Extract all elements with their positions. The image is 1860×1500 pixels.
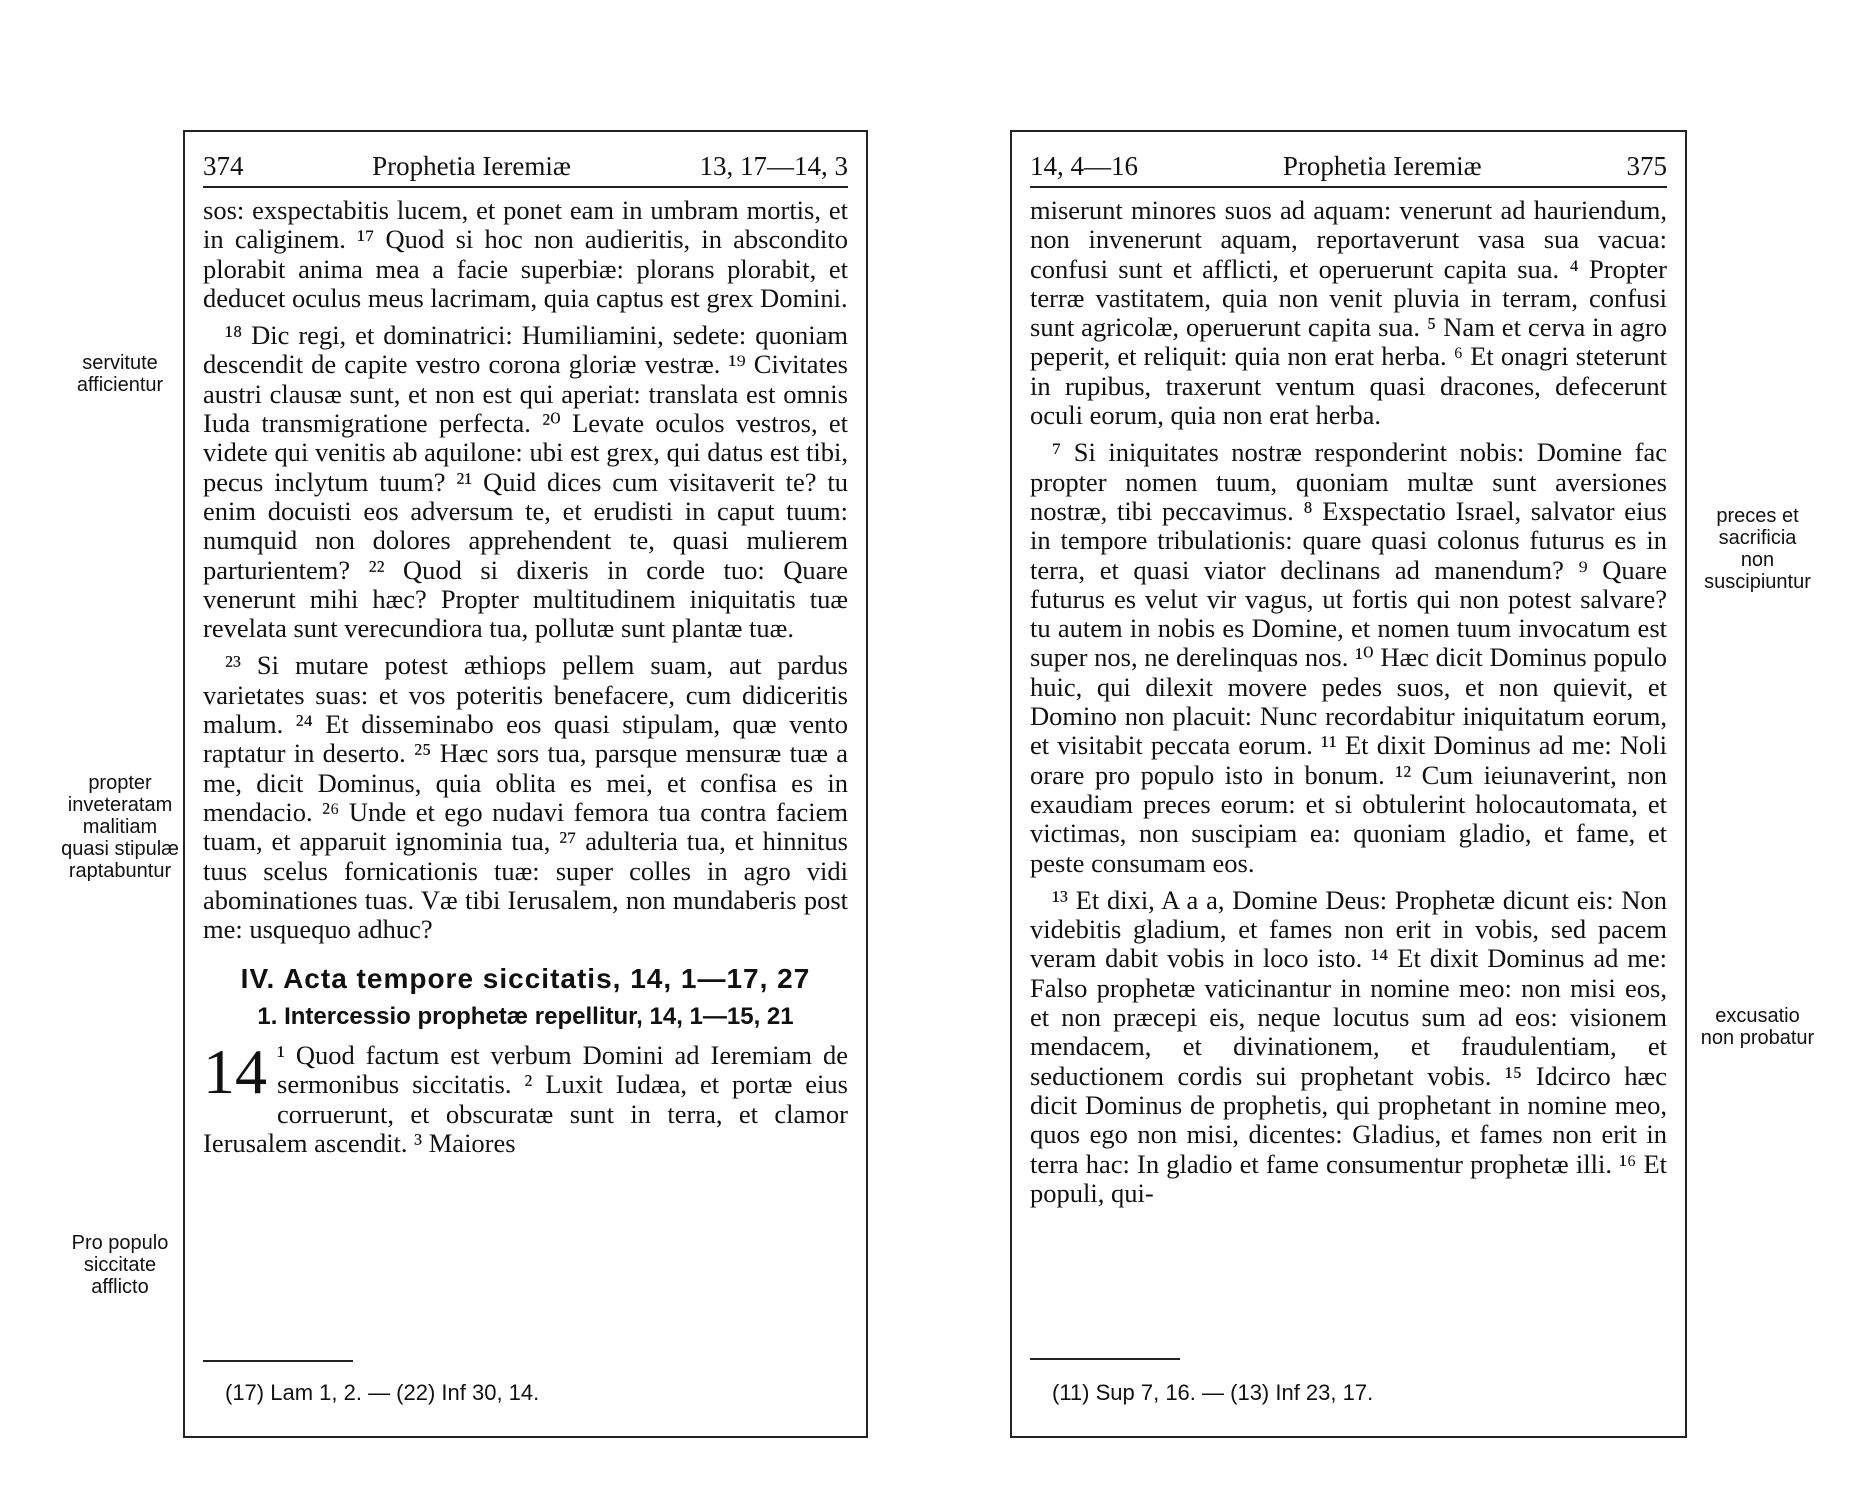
left-chapter-reference: 13, 17—14, 3 [699, 150, 848, 181]
left-footnote: (17) Lam 1, 2. — (22) Inf 30, 14. [225, 1380, 540, 1405]
left-page-number: 374 [203, 150, 244, 181]
left-running-head [203, 146, 848, 188]
right-paragraph-3: ¹³ Et dixi, A a a, Domine Deus: Prophetæ dicunt eis: Non videbitis gladium, et fames non erit in vobis, sed pacem veram dabit vobis in loco isto. ¹⁴ Et dixit Dominus ad me: Falso prophetæ vaticinantur in nomine meo: non misi eos, et non præcepi eis, neque locutus sum ad eos: visionem mendacem, et divinationem, et fraudulentiam, et seductionem cordis sui prophetant vobis. ¹⁵ Idcirco hæc dicit Dominus de prophetis, qui prophetant in nomine meo, quos ego non misi, dicentes: Gladius, et fames non erit in terra hac: In gladio et fame consumentur prophetæ illi. ¹⁶ Et populi, qui- [1030, 884, 1667, 1208]
chapter-opening [203, 1036, 848, 1158]
chapter-number: 14 [203, 1036, 267, 1108]
left-running-title: Prophetia Ieremiæ [372, 150, 571, 181]
left-body-text [203, 196, 848, 1158]
left-margin-note-3: Pro populo siccitate afflicto [71, 1232, 169, 1298]
right-paragraph-2: ⁷ Si iniquitates nostræ responderint nobis: Domine fac propter nomen tuum, quoniam multæ sunt aversiones nostræ, tibi peccavimus. ⁸ Exspectatio Israel, salvator eius in tempore tribulationis: quare quasi colonus futurus es in terra, et quasi viator declinans ad manendum? ⁹ Quare futurus es velut vir vagus, ut fortis qui non potest salvare? tu autem in nobis es Domine, et nomen tuum invocatum est super nos, ne derelinquas nos. ¹⁰ Hæc dicit Dominus populo huic, qui dilexit movere pedes suos, et non quievit, et Domino non placuit: Nunc recordabitur iniquitatum eorum, et visitabit peccata eorum. ¹¹ Et dixit Dominus ad me: Noli orare pro populo isto in bonum. ¹² Cum ieiunaverint, non exaudiam preces eorum: et si obtulerint holocautomata, et victimas, non suscipiam ea: quoniam gladio, et fame, et peste consumam eos. [1030, 437, 1667, 878]
left-paragraph-1: sos: exspectabitis lucem, et ponet eam in umbram mortis, et in caliginem. ¹⁷ Quod si hoc non audieritis, in abscondito plorabit anima mea a facie superbiæ: plorans plorabit, et deducet oculus meus lacrimam, quia captus est grex Domini. [203, 195, 848, 313]
right-margin-note-1: preces et sacrificia non suscipiuntur [1704, 505, 1811, 593]
left-paragraph-3: ²³ Si mutare potest æthiops pellem suam, aut pardus varietates suas: et vos poteritis benefacere, cum didiceritis malum. ²⁴ Et disseminabo eos quasi stipulam, quæ vento raptatur in deserto. ²⁵ Hæc sors tua, parsque mensuræ tuæ a me, dicit Dominus, quia oblita es mei, et confisa es in mendacio. ²⁶ Unde et ego nudavi femora tua contra faciem tuam, et apparuit ignominia tua, ²⁷ adulteria tua, et hinnitus tuus scelus fornicationis tuæ: super colles in agro vidi abominationes tuas. Væ tibi Ierusalem, non mundaberis post me: usquequo adhuc? [203, 650, 848, 945]
right-page [1010, 130, 1687, 1438]
right-paragraph-1: miserunt minores suos ad aquam: venerunt ad hauriendum, non invenerunt aquam, reportaverunt vasa sua vacua: confusi sunt et afflicti, et operuerunt capita sua. ⁴ Propter terræ vastitatem, quia non venit pluvia in terram, confusi sunt agricolæ, operuerunt capita sua. ⁵ Nam et cerva in agro peperit, et reliquit: quia non erat herba. ⁶ Et onagri steterunt in rupibus, traxerunt ventum quasi dracones, defecerunt oculi eorum, quia non erat herba. [1030, 195, 1667, 431]
right-running-title: Prophetia Ieremiæ [1282, 150, 1482, 181]
left-margin-note-2: propter inveteratam malitiam quasi stipulæ raptabuntur [61, 772, 179, 882]
right-margin-note-2: excusatio non probatur [1700, 1005, 1815, 1049]
chapter-text: ¹ Quod factum est verbum Domini ad Ieremiam de sermonibus siccitatis. ² Luxit Iudæa, et portæ eius corruerunt, et obscuratæ sunt in terra, et clamor Ierusalem ascendit. ³ Maiores [203, 1040, 848, 1158]
right-footnote: (11) Sup 7, 16. — (13) Inf 23, 17. [1052, 1380, 1374, 1405]
section-title: IV. Acta tempore siccitatis, 14, 1—17, 27 [240, 963, 811, 995]
left-margin-note-1: servitute afficientur [76, 352, 164, 396]
left-paragraph-2: ¹⁸ Dic regi, et dominatrici: Humiliamini, sedete: quoniam descendit de capite vestro corona gloriæ vestræ. ¹⁹ Civitates austri clausæ sunt, et non est qui aperiat: translata est omnis Iuda transmigratione perfecta. ²⁰ Levate oculos vestros, et videte qui venitis ab aquilone: ubi est grex, qui datus est tibi, pecus inclytum tuum? ²¹ Quid dices cum visitaverit te? tu enim docuisti eos adversum te, et erudisti in caput tuum: numquid non dolores apprehendent te, quasi mulierem parturientem? ²² Quod si dixeris in corde tuo: Quare venerunt mihi hæc? Propter multitudinem iniquitatis tuæ revelata sunt verecundiora tua, pollutæ sunt plantæ tuæ. [203, 320, 848, 644]
subsection-title: 1. Intercessio prophetæ repellitur, 14, 1—15, 21 [257, 1002, 794, 1030]
right-body-text [1030, 196, 1667, 1208]
left-page [183, 130, 868, 1438]
right-footnote-rule [1030, 1358, 1180, 1360]
right-running-head [1030, 146, 1667, 188]
left-footnote-rule [203, 1360, 353, 1362]
right-chapter-reference: 14, 4—16 [1030, 150, 1138, 181]
right-page-number: 375 [1626, 150, 1667, 181]
